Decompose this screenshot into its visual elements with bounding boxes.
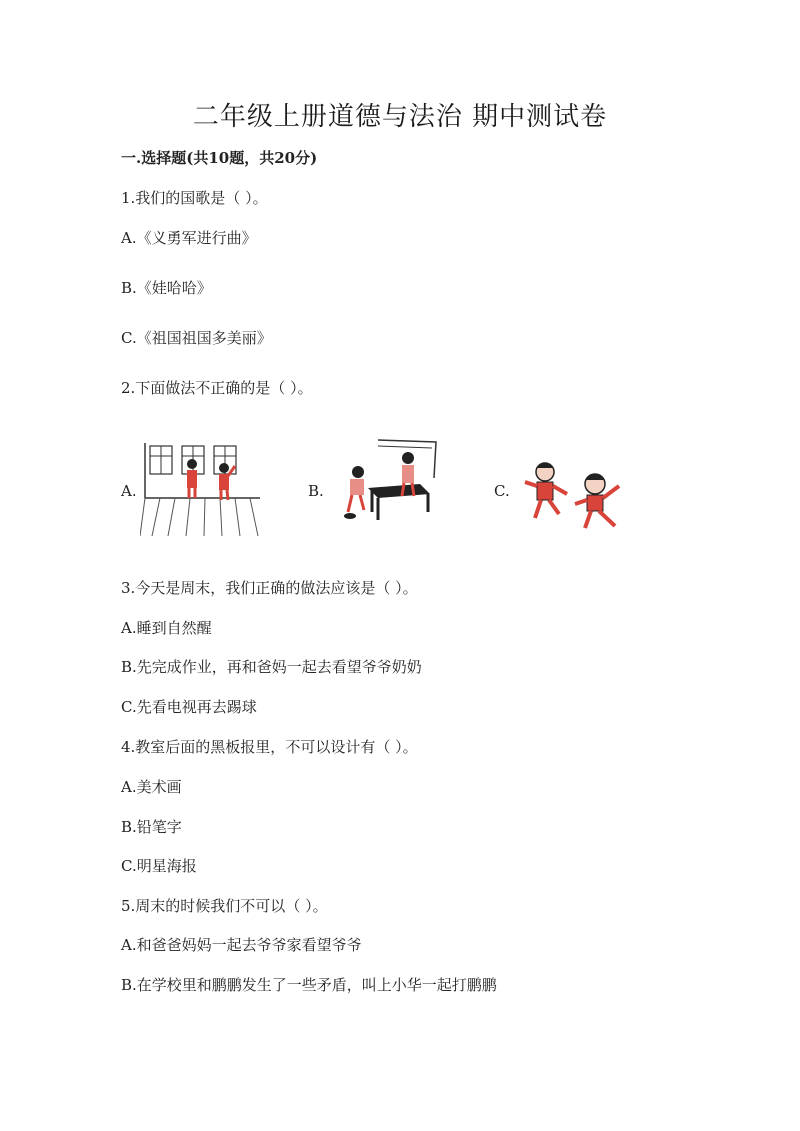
question-4-option-b: B.铅笔字	[121, 818, 182, 836]
page-title: 二年级上册道德与法治 期中测试卷	[192, 102, 608, 132]
question-1-stem: 1.我们的国歌是（ ）。	[121, 189, 268, 207]
question-2-option-a-label: A.	[121, 482, 137, 500]
question-3-stem: 3.今天是周末，我们正确的做法应该是（ ）。	[121, 579, 418, 597]
section-heading: 一.选择题(共10题，共20分)	[121, 149, 318, 167]
question-4-option-c: C.明星海报	[121, 857, 197, 875]
illustration-desk-scene	[328, 438, 440, 538]
question-3-option-a: A.睡到自然醒	[121, 619, 212, 637]
illustration-window-climbing	[140, 438, 265, 538]
question-3-option-b: B.先完成作业，再和爸妈一起去看望爷爷奶奶	[121, 658, 422, 676]
question-2-option-c-label: C.	[494, 482, 510, 500]
question-1-option-b: B.《娃哈哈》	[121, 279, 212, 297]
question-2-option-b-label: B.	[308, 482, 324, 500]
question-4-option-a: A.美术画	[121, 778, 182, 796]
illustration-fighting-kids	[515, 438, 630, 538]
question-1-option-c: C.《祖国祖国多美丽》	[121, 329, 272, 347]
question-5-option-b: B.在学校里和鹏鹏发生了一些矛盾，叫上小华一起打鹏鹏	[121, 976, 497, 994]
question-1-option-a: A.《义勇军进行曲》	[121, 229, 257, 247]
question-5-option-a: A.和爸爸妈妈一起去爷爷家看望爷爷	[121, 936, 362, 954]
question-4-stem: 4.教室后面的黑板报里，不可以设计有（ ）。	[121, 738, 418, 756]
question-3-option-c: C.先看电视再去踢球	[121, 698, 257, 716]
question-2-stem: 2.下面做法不正确的是（ ）。	[121, 379, 313, 397]
question-5-stem: 5.周末的时候我们不可以（ ）。	[121, 897, 328, 915]
